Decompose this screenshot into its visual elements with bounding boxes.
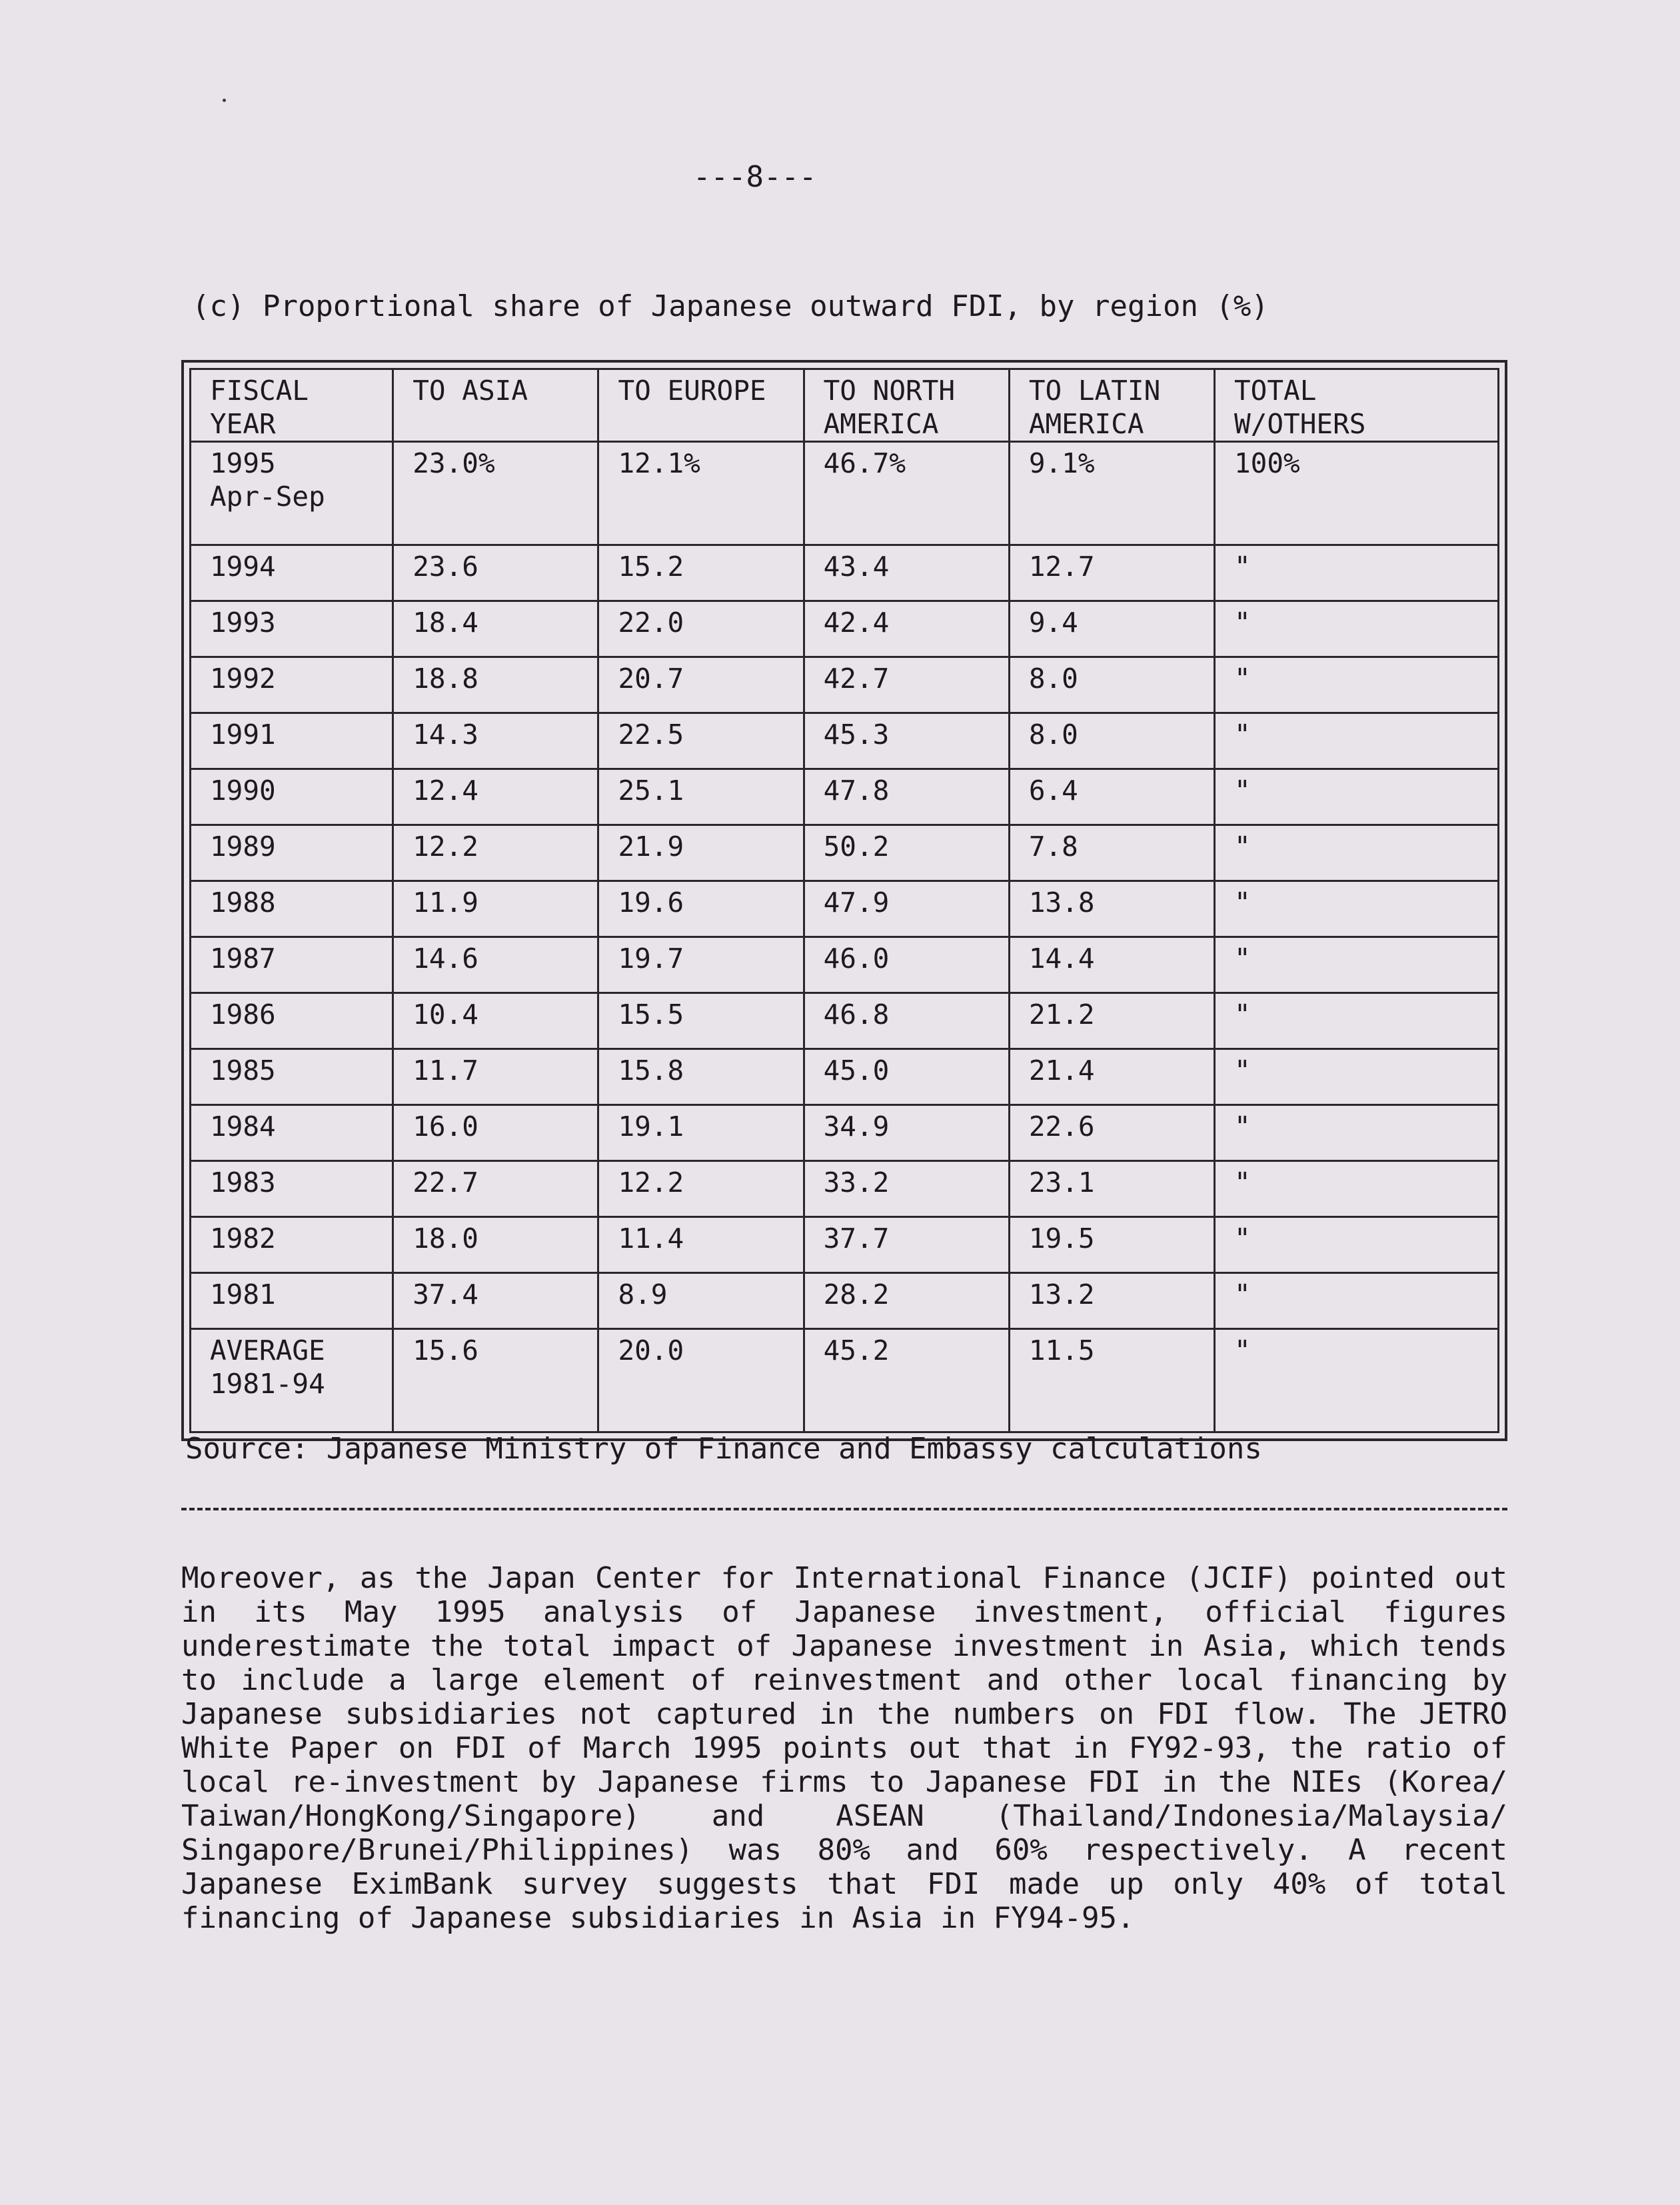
table-row: [191, 881, 1499, 937]
table-row: [191, 1104, 1499, 1160]
table-cell: 22.0: [598, 601, 804, 657]
table-cell: 8.9: [598, 1272, 804, 1328]
table-cell: 18.8: [393, 657, 598, 713]
table-cell: 37.4: [393, 1272, 598, 1328]
table-row: [191, 1216, 1499, 1272]
table-cell: 12.4: [393, 769, 598, 825]
table-cell: ": [1215, 601, 1499, 657]
table-cell: ": [1215, 657, 1499, 713]
table-cell: 11.4: [598, 1216, 804, 1272]
table-cell: 12.1%: [598, 442, 804, 545]
table-cell: 14.6: [393, 937, 598, 993]
table-cell: 46.0: [804, 937, 1009, 993]
table-cell: ": [1215, 769, 1499, 825]
table-cell: 14.3: [393, 713, 598, 769]
table-row: [191, 825, 1499, 881]
row-label-cell: 1985: [191, 1049, 393, 1104]
table-cell: 14.4: [1009, 937, 1214, 993]
column-header: TO NORTH AMERICA: [804, 369, 1009, 442]
table-cell: 12.7: [1009, 545, 1214, 601]
table-cell: 21.4: [1009, 1049, 1214, 1104]
table-cell: 43.4: [804, 545, 1009, 601]
table-cell: ": [1215, 713, 1499, 769]
table-cell: 42.7: [804, 657, 1009, 713]
table-row: [191, 545, 1499, 601]
table-cell: 20.0: [598, 1328, 804, 1432]
table-cell: 6.4: [1009, 769, 1214, 825]
table-cell: ": [1215, 825, 1499, 881]
table-cell: 7.8: [1009, 825, 1214, 881]
row-label-cell: 1986: [191, 993, 393, 1049]
table-row: [191, 713, 1499, 769]
table-cell: ": [1215, 1216, 1499, 1272]
column-header: TO EUROPE: [598, 369, 804, 442]
table-row: [191, 657, 1499, 713]
table-cell: 22.5: [598, 713, 804, 769]
table-cell: 16.0: [393, 1104, 598, 1160]
table-cell: 10.4: [393, 993, 598, 1049]
table-cell: 46.8: [804, 993, 1009, 1049]
table-cell: 13.8: [1009, 881, 1214, 937]
table-cell: 45.0: [804, 1049, 1009, 1104]
table-cell: 15.6: [393, 1328, 598, 1432]
table-cell: 47.9: [804, 881, 1009, 937]
row-label-cell: AVERAGE 1981-94: [191, 1328, 393, 1432]
column-header: TOTAL W/OTHERS: [1215, 369, 1499, 442]
row-label-cell: 1992: [191, 657, 393, 713]
table-cell: 45.3: [804, 713, 1009, 769]
page-number: ---8---: [693, 160, 817, 194]
row-label-cell: 1987: [191, 937, 393, 993]
table-source: Source: Japanese Ministry of Finance and Embassy calculations: [185, 1432, 1262, 1466]
table-row: [191, 442, 1499, 545]
table-cell: 42.4: [804, 601, 1009, 657]
table-cell: 33.2: [804, 1160, 1009, 1216]
table-cell: 21.9: [598, 825, 804, 881]
table-row: [191, 993, 1499, 1049]
table-cell: 9.4: [1009, 601, 1214, 657]
table-cell: 23.1: [1009, 1160, 1214, 1216]
table-cell: 19.1: [598, 1104, 804, 1160]
table-cell: 22.7: [393, 1160, 598, 1216]
table-caption: (c) Proportional share of Japanese outward FDI, by region (%): [192, 289, 1269, 323]
table-cell: 15.5: [598, 993, 804, 1049]
table-cell: ": [1215, 937, 1499, 993]
table-cell: 20.7: [598, 657, 804, 713]
table-cell: ": [1215, 1104, 1499, 1160]
table-cell: 15.2: [598, 545, 804, 601]
table-cell: 100%: [1215, 442, 1499, 545]
table-row: [191, 769, 1499, 825]
column-header: TO LATIN AMERICA: [1009, 369, 1214, 442]
table-cell: ": [1215, 881, 1499, 937]
table-cell: ": [1215, 1049, 1499, 1104]
table-cell: 28.2: [804, 1272, 1009, 1328]
section-divider: [181, 1508, 1507, 1510]
stray-dot: [223, 99, 226, 102]
row-label-cell: 1991: [191, 713, 393, 769]
row-label-cell: 1993: [191, 601, 393, 657]
fdi-table: [189, 368, 1499, 1433]
row-label-cell: 1995 Apr-Sep: [191, 442, 393, 545]
fdi-table-frame: [181, 360, 1507, 1441]
table-cell: 23.6: [393, 545, 598, 601]
table-cell: ": [1215, 1160, 1499, 1216]
body-paragraph: Moreover, as the Japan Center for International Finance (JCIF) pointed out in its May 1995 analysis of Japanese investment, official figures underestimate the total impact of Japanese investment in Asia, which tends to include a large element of reinvestment and other local financing by Japanese subsidiaries not captured in the numbers on FDI flow. The JETRO White Paper on FDI of March 1995 points out that in FY92-93, the ratio of local re-investment by Japanese firms to Japanese FDI in the NIEs (Korea/ Taiwan/HongKong/Singapore) and ASEAN (Thailand/Indonesia/Malaysia/ Singapore/Brunei/Philippines) was 80% and 60% respectively. A recent Japanese EximBank survey suggests that FDI made up only 40% of total financing of Japanese subsidiaries in Asia in FY94-95.: [181, 1561, 1507, 1935]
row-label-cell: 1994: [191, 545, 393, 601]
table-cell: 12.2: [598, 1160, 804, 1216]
table-cell: ": [1215, 545, 1499, 601]
table-cell: 34.9: [804, 1104, 1009, 1160]
table-cell: 12.2: [393, 825, 598, 881]
table-cell: 11.7: [393, 1049, 598, 1104]
table-row: [191, 937, 1499, 993]
row-label-cell: 1981: [191, 1272, 393, 1328]
table-header-row: [191, 369, 1499, 442]
table-cell: 19.5: [1009, 1216, 1214, 1272]
table-row: [191, 1160, 1499, 1216]
table-cell: 21.2: [1009, 993, 1214, 1049]
table-cell: ": [1215, 1272, 1499, 1328]
table-cell: 15.8: [598, 1049, 804, 1104]
row-label-cell: 1989: [191, 825, 393, 881]
column-header: FISCAL YEAR: [191, 369, 393, 442]
row-label-cell: 1988: [191, 881, 393, 937]
column-header: TO ASIA: [393, 369, 598, 442]
table-cell: 18.4: [393, 601, 598, 657]
table-cell: 9.1%: [1009, 442, 1214, 545]
table-cell: 22.6: [1009, 1104, 1214, 1160]
table-cell: 46.7%: [804, 442, 1009, 545]
table-row: [191, 601, 1499, 657]
table-cell: 11.9: [393, 881, 598, 937]
table-cell: ": [1215, 993, 1499, 1049]
table-row: [191, 1049, 1499, 1104]
table-cell: 25.1: [598, 769, 804, 825]
table-cell: 37.7: [804, 1216, 1009, 1272]
table-cell: 19.7: [598, 937, 804, 993]
table-row: [191, 1272, 1499, 1328]
table-cell: 8.0: [1009, 657, 1214, 713]
row-label-cell: 1983: [191, 1160, 393, 1216]
row-label-cell: 1982: [191, 1216, 393, 1272]
table-cell: 23.0%: [393, 442, 598, 545]
table-cell: 13.2: [1009, 1272, 1214, 1328]
table-row: [191, 1328, 1499, 1432]
table-cell: 45.2: [804, 1328, 1009, 1432]
table-cell: 50.2: [804, 825, 1009, 881]
table-cell: 8.0: [1009, 713, 1214, 769]
table-cell: 18.0: [393, 1216, 598, 1272]
table-cell: 19.6: [598, 881, 804, 937]
table-cell: 47.8: [804, 769, 1009, 825]
row-label-cell: 1984: [191, 1104, 393, 1160]
table-cell: 11.5: [1009, 1328, 1214, 1432]
table-cell: ": [1215, 1328, 1499, 1432]
row-label-cell: 1990: [191, 769, 393, 825]
